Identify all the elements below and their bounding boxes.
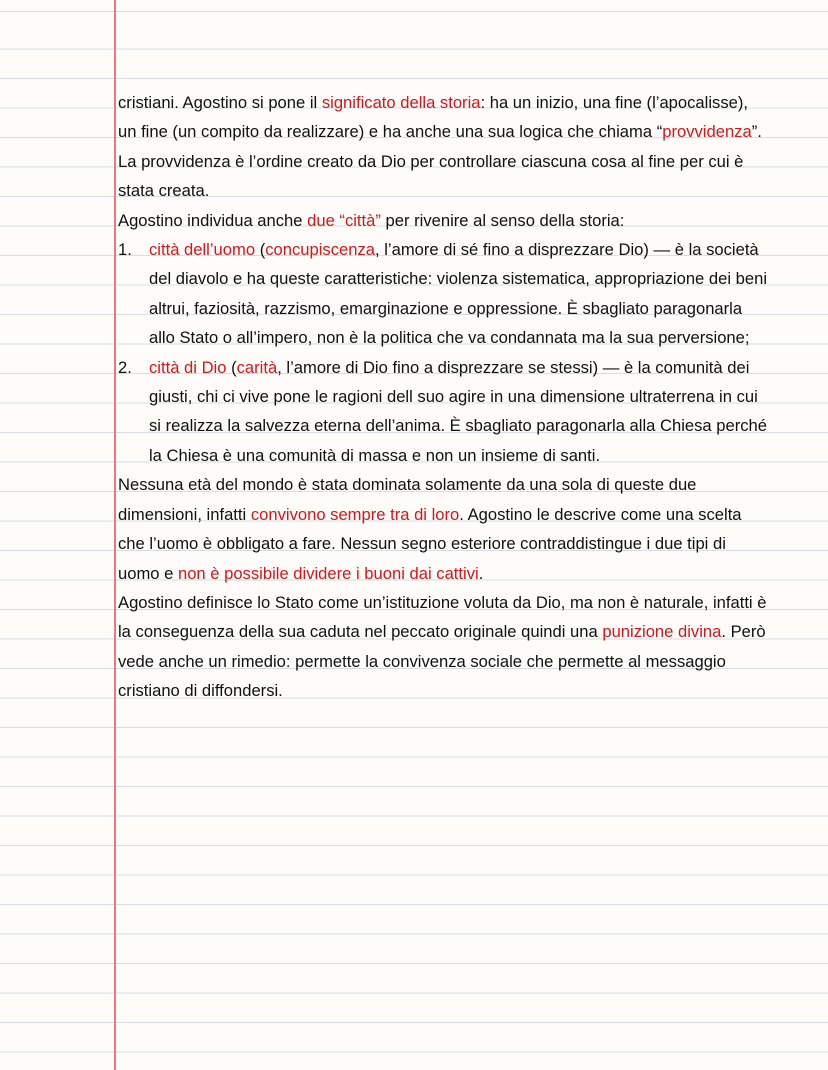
highlight-due-citta: due “città” <box>307 210 381 230</box>
highlight-significato-storia: significato della storia <box>321 93 481 112</box>
text-segment: cristiani. Agostino si pone il <box>118 93 322 112</box>
text-segment: ”. La provvidenza è l’ordine creato da Dio per controllare ciascuna cosa al fine per cui è stata creata. <box>118 122 762 201</box>
text-segment: : ha un inizio, una fine (l’apocalisse), un fine (un compito da realizzare) e ha anche una sua logica che chiama “ <box>118 93 748 142</box>
text-segment: , l’amore di Dio fino a disprezzare se stessi) — è la comunità dei giusti, chi ci vive pone le ragioni dell suo agire in una dimensione ultraterrena in cui si realizza la salvezza eterna dell’anima. È sbagliato paragonarla alla Chiesa perché la Chiesa è una comunità di massa e non un insieme di santi. <box>149 357 768 465</box>
highlight-citta-dio: città di Dio <box>149 357 227 377</box>
list-item-text <box>149 353 768 471</box>
text-segment: . Agostino le descrive come una scelta che l’uomo è obbligato a fare. Nessun segno esteriore contraddistingue i due tipi di uomo e <box>118 504 742 583</box>
paragraph-stato <box>118 588 768 706</box>
list-item-citta-uomo <box>118 235 768 353</box>
paragraph-due-citta <box>118 206 768 235</box>
highlight-citta-uomo: città dell’uomo <box>149 240 256 260</box>
list-item-citta-dio <box>118 353 768 471</box>
highlight-buoni-cattivi: non è possibile dividere i buoni dai cattivi <box>177 563 479 583</box>
list-item-text <box>149 235 768 353</box>
text-segment: Agostino individua anche <box>118 210 308 230</box>
text-segment: . Però vede anche un rimedio: permette la convivenza sociale che permette al messaggio cristiano di diffondersi. <box>118 622 766 701</box>
paragraph-storia <box>118 88 768 206</box>
highlight-provvidenza: provvidenza <box>662 122 752 142</box>
highlight-concupiscenza: concupiscenza <box>265 240 375 260</box>
text-segment: , l’amore di sé fino a disprezzare Dio) — è la società del diavolo e ha queste caratteristiche: violenza sistematica, appropriazione dei beni altrui, faziosità, razzismo, emarginazione e oppressione. È sbagliato paragonarla allo Stato o all’impero, non è la politica che va condannata ma la sua perversione; <box>149 240 768 348</box>
text-segment: Agostino definisce lo Stato come un’istituzione voluta da Dio, ma non è naturale, infatti è la conseguenza della sua caduta nel peccato originale quindi una <box>118 592 767 642</box>
text-segment: ( <box>226 357 237 377</box>
list-number: 1. <box>118 240 132 260</box>
text-segment: per rivenire al senso della storia: <box>380 210 625 230</box>
paragraph-convivenza <box>118 470 768 588</box>
notes-content <box>118 88 768 706</box>
margin-line <box>114 0 116 1070</box>
text-segment: Nessuna età del mondo è stata dominata solamente da una sola di queste due dimensioni, infatti <box>118 475 697 524</box>
text-segment: . <box>478 563 484 583</box>
list-number: 2. <box>118 357 132 377</box>
text-segment: ( <box>255 240 266 260</box>
highlight-convivono: convivono sempre tra di loro <box>250 504 460 524</box>
highlight-punizione-divina: punizione divina <box>602 622 722 642</box>
highlight-carita: carità <box>236 357 278 377</box>
